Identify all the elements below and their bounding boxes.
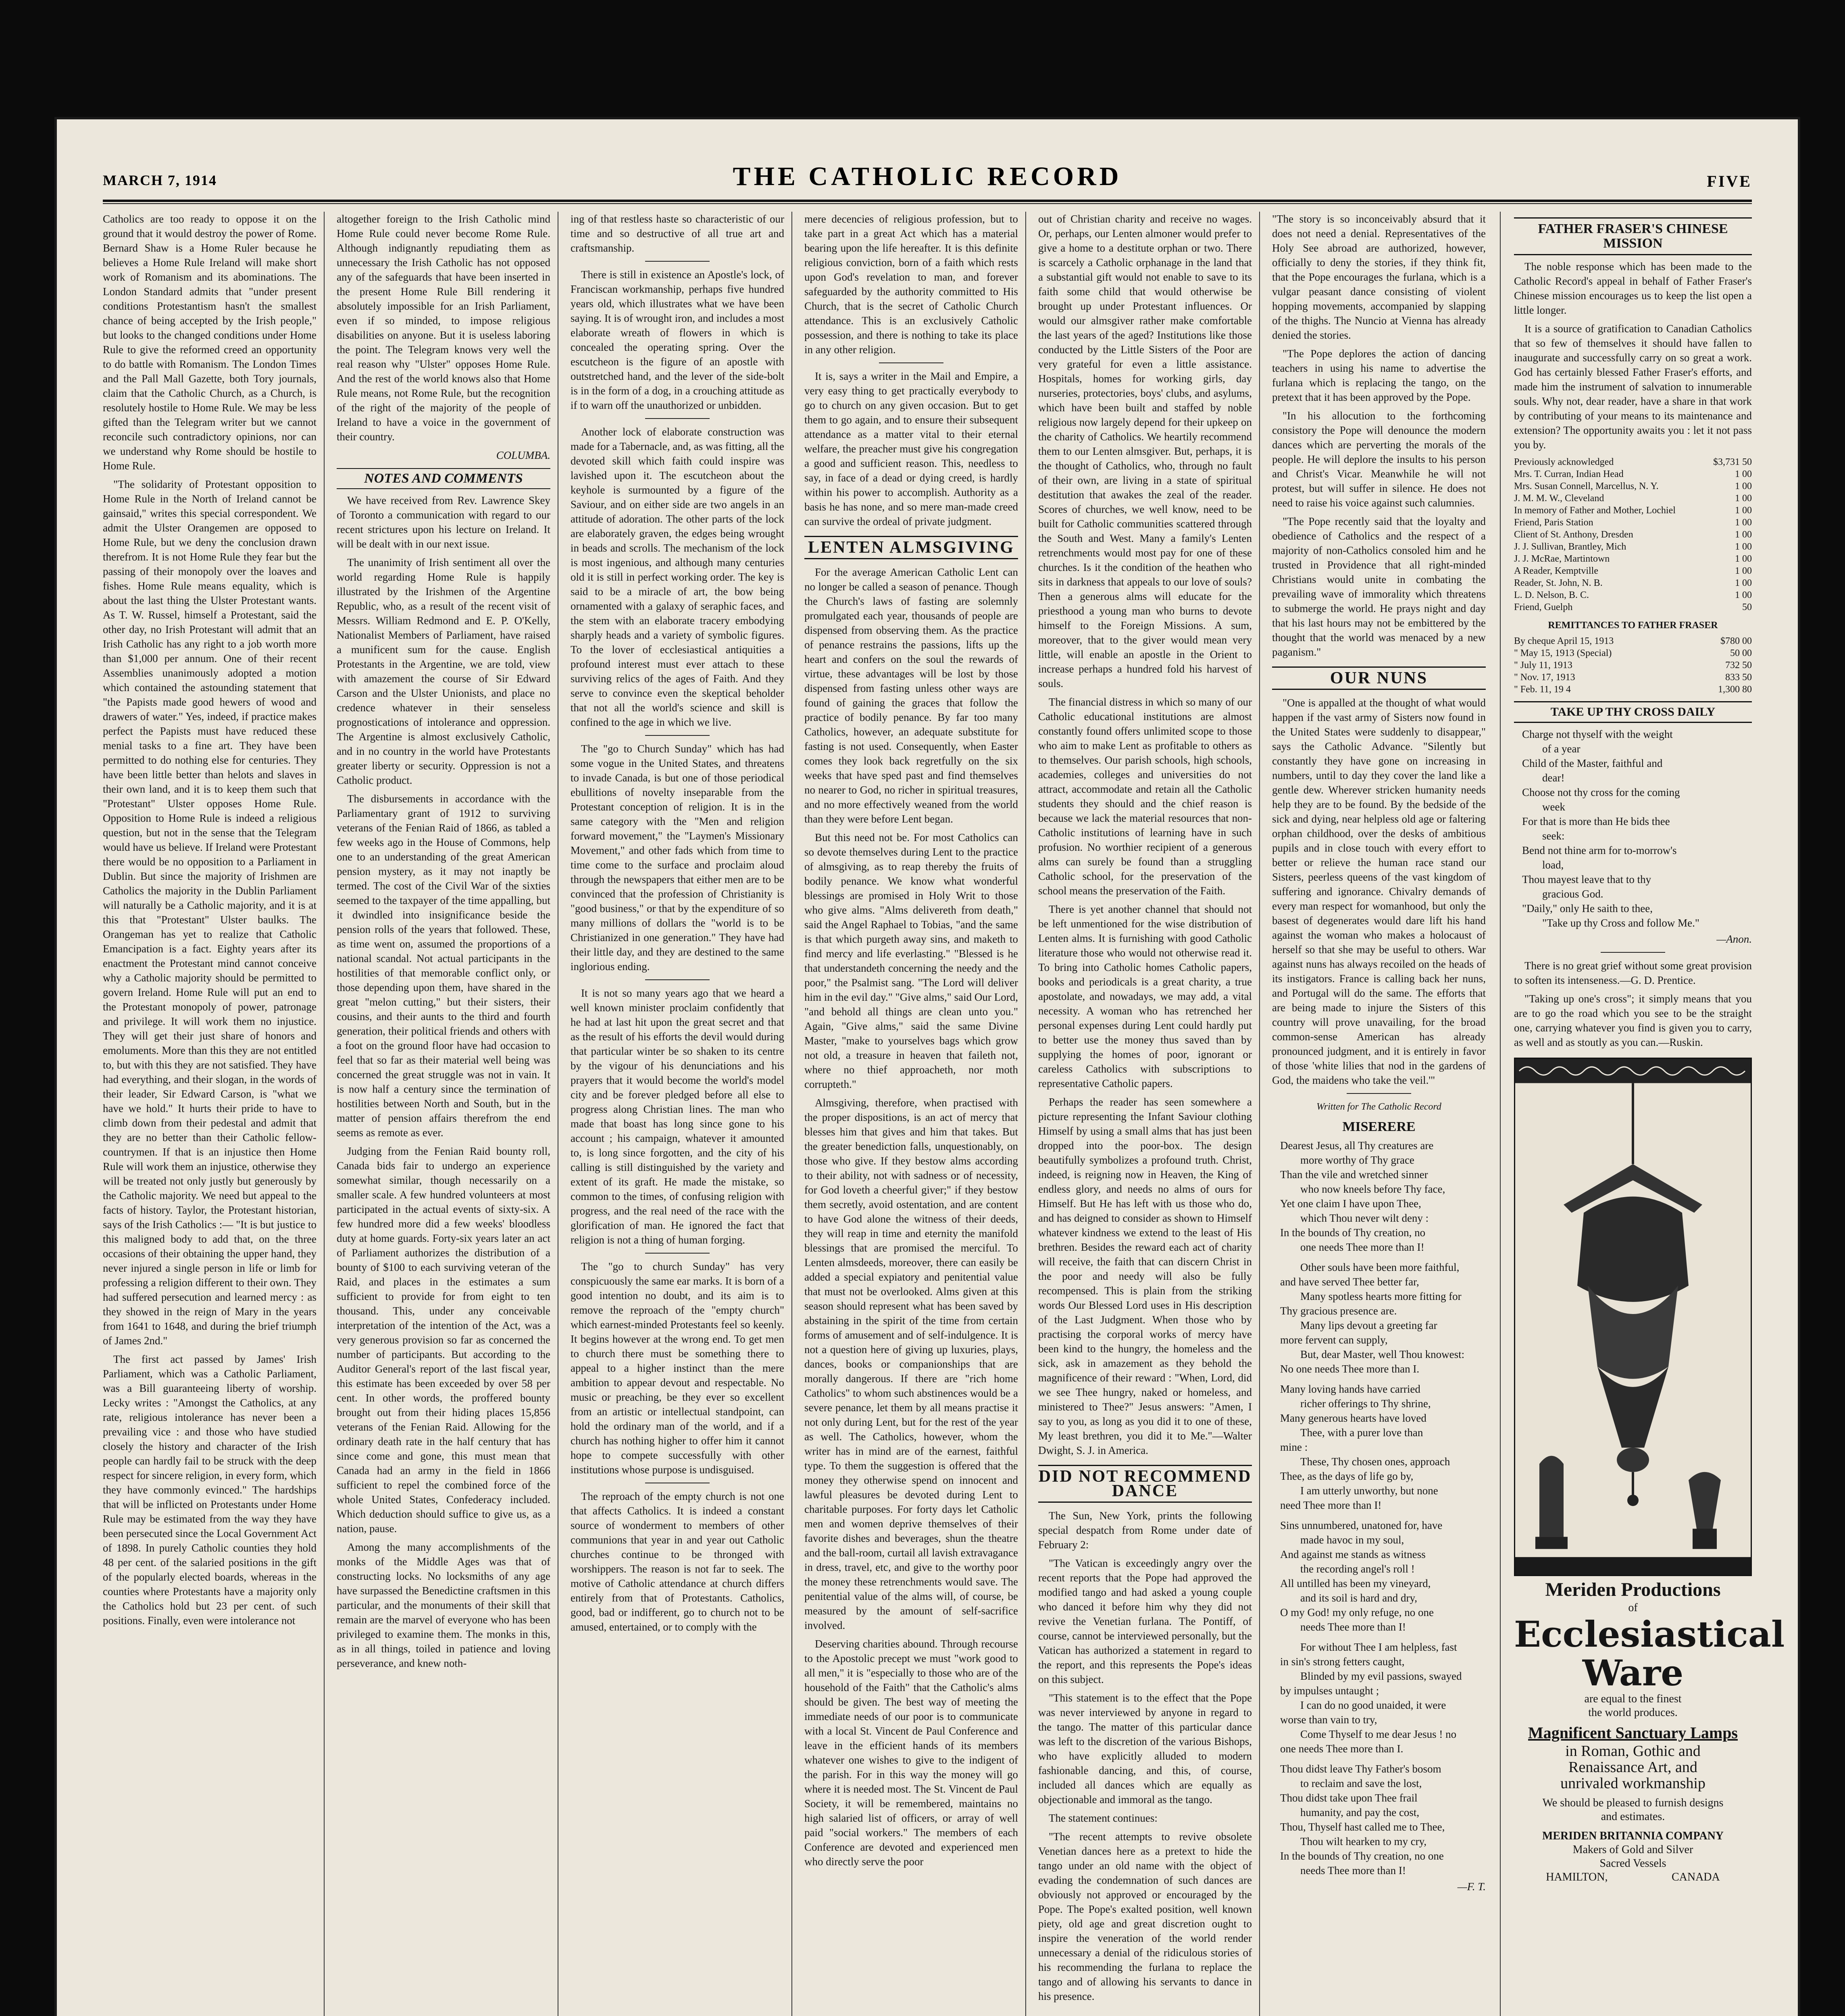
list-item: [1514, 504, 1752, 516]
poem-line: one needs Thee more than I.: [1280, 1743, 1404, 1755]
article-paragraph: "In his allocution to the forthcoming consistory the Pope will denounce the modern dances which are perverting the morals of the people. He will deplore the insults to his person and Christ's Vicar. Meanwhile he will not protest, but will suffer in silence. He does not need to raise his voice against such calumnies.: [1272, 410, 1486, 509]
section-heading: OUR NUNS: [1272, 666, 1486, 690]
ad-line: the world produces.: [1588, 1706, 1678, 1719]
list-item-name: Reader, St. John, N. B.: [1514, 578, 1603, 588]
poem-line: gracious God.: [1542, 888, 1603, 900]
poem-line: worse than vain to try,: [1280, 1714, 1377, 1726]
poem-line: [1272, 1254, 1486, 1260]
poem-line: needs Thee more than I!: [1300, 1864, 1406, 1876]
poem-signature: —F. T.: [1457, 1881, 1486, 1893]
poem-line: [1272, 1634, 1486, 1640]
list-item-amount: 1 00: [1735, 469, 1752, 479]
ad-line: Makers of Gold and Silver: [1572, 1843, 1693, 1856]
article-paragraph: But this need not be. For most Catholics can so devote themselves during Lent to the practice of almsgiving, as to reap thereby the fruits of bodily penance. We know what wonderful blessings are promised in Holy Writ to those who give alms. "Alms delivereth from death," said the Angel Raphael to Tobias, "and the same is that which purgeth away sins, and maketh to find mercy and life everlasting." "Blessed is he that understandeth concerning the needy and the poor," the Psalmist sang. "The Lord will deliver him in the evil day." "Give alms," said Our Lord, "and behold all things are clean unto you." Again, "Give alms," said the same Divine Master, "make to yourselves bags which grow not old, a treasure in heaven that faileth not, where no thief approacheth, nor moth corrupteth.": [804, 831, 1018, 1090]
list-item: [1514, 565, 1752, 577]
article-paragraph: The first act passed by James' Irish Parliament, which was a Catholic Parliament, was a Bill guaranteeing liberty of worship. Lecky writes : "Amongst the Catholics, at any rate, religious intolerance has never been a prevailing vice : and those who have studied closely the history and character of the Irish people can hardly fail to be struck with the deep respect for sincere religion, in every form, which they have commonly evinced." The hardships that will be inflicted on Protestants under Home Rule may be estimated from the way they have been persecuted since the Local Government Act of 1898. In purely Catholic counties they hold 48 per cent. of the salaried positions in the gift of the popularly elected boards, whereas in the counties where Protestants have a majority only the Catholics hold but 23 per cent. of such positions. Finally, even were intolerance not: [103, 1353, 317, 1627]
list-item-name: Mrs. T. Curran, Indian Head: [1514, 469, 1624, 479]
poem-line: and have served Thee better far,: [1280, 1276, 1419, 1288]
article-paragraph: Judging from the Fenian Raid bounty roll, Canada bids fair to undergo an experience somewhat similar, though necessarily on a smaller scale. A few hundred volunteers at most participated in the actual events of sixty-six. A few hundred more did a few weeks' bloodless duty at home guards. Forty-six years later an act of Parliament authorizes the distribution of a bounty of $100 to each surviving veteran of the Raid, and places in the estimates a sum sufficient to provide for from eight to ten thousand. This, under any conceivable interpretation of the intention of the Act, was a very generous provision so far as concerned the number of participants. But according to the Auditor General's report of the last fiscal year, this estimate has been exceeded by over 58 per cent. In other words, the proffered bounty brought out from their hiding places 15,856 veterans of the Fenian Raid. Allowing for the ordinary death rate in the half century that has since come and gone, this must mean that Canada had an army in the field in 1866 sufficient to repel the combined force of the whole United States, Confederacy included. Which deduction should suffice to give us, as a nation, pause.: [337, 1145, 550, 1535]
list-item-amount: 1 00: [1735, 541, 1752, 552]
list-item-name: J. M. M. W., Cleveland: [1514, 493, 1604, 504]
column-6: [1272, 212, 1486, 2016]
column-5: [1038, 212, 1252, 2016]
list-item-name: In memory of Father and Mother, Lochiel: [1514, 505, 1676, 516]
article-paragraph: mere decencies of religious profession, but to take part in a great Act which has a material bearing upon the life hereafter. It is this definite religious conviction, born of a faith which rests upon God's revelation to man, and forever safeguarded by the authority committed to His Church, that is the secret of Catholic Church attendance. This is an exclusively Catholic possession, and there is nothing to take its place in any other religion.: [804, 213, 1018, 356]
poem-line: in sin's strong fetters caught,: [1280, 1656, 1405, 1668]
column-1: [103, 212, 317, 2016]
poem-line: Child of the Master, faithful and: [1522, 757, 1663, 769]
article-paragraph: Deserving charities abound. Through recourse to the Apostolic precept we must "work good to all men," it is "especially to those who are of the household of the Faith" that the Catholic's alms should be given. The best way of meeting the immediate needs of our poor is to communicate with a local St. Vincent de Paul Conference and leave in the efficient hands of its members whatever one wishes to give to the indigent of the parish. For in this way the money will go where it is needed most. The St. Vincent de Paul Society, it will be remembered, maintains no high salaried list of officers, or array of well paid "social workers." The members of each Conference are devoted and experienced men who directly serve the poor: [804, 1638, 1018, 1868]
list-item-name: Client of St. Anthony, Dresden: [1514, 529, 1633, 540]
poem-line: "Take up thy Cross and follow Me.": [1542, 917, 1699, 929]
list-item: [1514, 480, 1752, 492]
section-heading: DID NOT RECOMMEND DANCE: [1038, 1465, 1252, 1503]
poem-line: Many generous hearts have loved: [1280, 1412, 1426, 1424]
poem-line: Than the vile and wretched sinner: [1280, 1168, 1428, 1181]
quote-paragraph: "Taking up one's cross"; it simply means that you are to go the road which you see to be the straight one, carrying whatever you find is given you to carry, as well and as stoutly as you can.—Ruskin.: [1514, 993, 1752, 1048]
poem-line: These, Thy chosen ones, approach: [1300, 1456, 1450, 1468]
list-item-name: By cheque April 15, 1913: [1514, 636, 1614, 646]
poem-line: [1272, 1376, 1486, 1382]
section-heading: FATHER FRASER'S CHINESE MISSION: [1514, 217, 1752, 255]
article-paragraph: Almsgiving, therefore, when practised with the proper dispositions, is an act of mercy that blesses him that gives and him that takes. But the greater benediction falls, unquestionably, on those who give. If they bestow alms according to their ability, not with sadness or of necessity, for God loveth a cheerful giver;" if they bestow them secretly, avoid ostentation, and are content to have God alone the witness of their deeds, they will reap in time and eternity the manifold blessings that are promised the merciful. To Lenten almsdeeds, moreover, there can easily be added a special expiatory and penitential value that must not be overlooked. Alms given at this season should represent what has been saved by abstaining in the spirit of the time from certain forms of amusement and of self-indulgence. It is not a question here of giving up luxuries, plays, dances, books or companionships that are morally dangerous. If there are "rich home Catholics" to whom such abstinences would be a severe penance, let them by all means practise it not only during Lent, but for the rest of the year as well. The Catholics, however, whom the writer has in mind are of the earnest, faithful type. To them the suggestion is offered that the money they otherwise spend on innocent and lawful pleasures be devoted during Lent to charitable purposes. For forty days let Catholic men and women deprive themselves of their favorite dishes and beverages, shun the theatre and the ball-room, curtail all lavish extravagance in dress, travel, etc, and give to the worthy poor the money these retrenchments would save. The penitential value of the alms will, of course, be measured by the amount of self-sacrifice involved.: [804, 1097, 1018, 1631]
ad-line: Magnificent Sanctuary Lamps: [1528, 1724, 1738, 1742]
article-paragraph: For the average American Catholic Lent can no longer be called a season of penance. Though the Church's laws of fasting are solemnly promulgated each year, thousands of people are dispensed from observing them. As the practice of penance restrains the passions, lifts up the heart and confers on the soul the rewards of virtue, these advantages will be lost by those dispensed from fasting unless other ways are found of gaining the graces that follow the practice of bodily penance. By far too many Catholics, however, an adequate substitute for fasting is not used. Consequently, when Easter comes they look back regretfully on the six weeks that have sped past and find themselves no nearer to God, no richer in spiritual treasures, and no more effectively weaned from the world than they were before Lent began.: [804, 566, 1018, 825]
poem-line: Many loving hands have carried: [1280, 1383, 1420, 1395]
article-paragraph: "The Vatican is exceedingly angry over the recent reports that the Pope had approved the modified tango and had asked a young couple who danced it before him why they did not revive the Venetian furlana. The Pontiff, of course, cannot be interviewed personally, but the Vatican has authorized a statement in regard to the report, and this represents the Pope's ideas on this subject.: [1038, 1557, 1252, 1685]
article-paragraph: Among the many accomplishments of the monks of the Middle Ages was that of constructing locks. No locksmiths of any age have surpassed the Benedictine craftsmen in this particular, and the monuments of their skill that remain are the marvel of everyone who has been privileged to examine them. The monks in this, as in all things, toiled in patience and loving perseverance, and knew noth-: [337, 1541, 550, 1669]
article-paragraph: The reproach of the empty church is not one that affects Catholics. It is indeed a constant source of wonderment to members of other communions that year in and year out Catholic churches continue to be thronged with worshippers. The reason is not far to seek. The motive of Catholic attendance at church differs entirely from that of Protestants. Catholics, good, bad or indifferent, go to church not to be amused, entertained, or to comply with the: [571, 1490, 784, 1633]
list-item-name: " May 15, 1913 (Special): [1514, 648, 1612, 658]
donor-list: [1514, 456, 1752, 613]
article-paragraph: "One is appalled at the thought of what would happen if the vast army of Sisters now found in the United States were suddenly to disappear," says the Catholic Advance. "Silently but constantly they have gone on increasing in numbers, until to day they cover the land like a gentle dew. Wherever stricken humanity needs help they are to be found. By the bedside of the sick and dying, near helpless old age or faltering orphan childhood, over the desks of ambitious pupils and in close touch with every effort to better or relieve the human race stand our Sisters, peerless queens of the vast kingdom of suffering and ignorance. Chivalry demands of every man respect for womanhood, but only the basest of degenerates would dare lift his hand against the woman who makes a holocaust of herself so that she may be useful to others. War against nuns has always recoiled on the heads of its instigators. France is calling back her nuns, and Portugal will do the same. The efforts that are being made to injure the Sisters of this country will prove unavailing, for the broad common-sense American has already pronounced judgment, and it is entirely in favor of those 'white lilies that nod in the gardens of God, the maidens who take the veil.'": [1272, 697, 1486, 1086]
remittance-list: [1514, 635, 1752, 696]
column-divider: [324, 212, 325, 2016]
column-2: [337, 212, 550, 2016]
article-paragraph: The Sun, New York, prints the following special despatch from Rome under date of February 2:: [1038, 1510, 1252, 1551]
page-header: [103, 161, 1752, 198]
column-divider: [1259, 212, 1260, 2016]
poem-take-up-cross: [1514, 727, 1752, 930]
poem-line: Blinded by my evil passions, swayed: [1300, 1670, 1462, 1682]
ad-line: unrivaled workmanship: [1560, 1775, 1705, 1792]
poem-line: Thou didst take upon Thee frail: [1280, 1792, 1418, 1804]
poem-line: All untilled has been my vineyard,: [1280, 1577, 1431, 1589]
list-item-amount: 1,300 80: [1718, 684, 1752, 695]
column-divider: [1025, 212, 1026, 2016]
article-paragraph: It is a source of gratification to Canadian Catholics that so few of themselves it should have fallen to inaugurate and successfully carry on so great a work. God has certainly blessed Father Fraser's efforts, and made him the instrument of salvation to innumerable souls. Why not, dear reader, have a share in that work by contributing of your means to its maintenance and extension? The opportunity awaits you : let it not pass you by.: [1514, 323, 1752, 451]
poem-line: For that is more than He bids thee: [1522, 815, 1670, 827]
list-item-amount: 1 00: [1735, 505, 1752, 516]
list-item-amount: 1 00: [1735, 578, 1752, 588]
separator: [1347, 1093, 1411, 1094]
poem-line: who now kneels before Thy face,: [1300, 1183, 1445, 1195]
poem-line: mine :: [1280, 1441, 1308, 1453]
article-paragraph: It is, says a writer in the Mail and Empire, a very easy thing to get practically everybody to go to church on any given occasion. But to get them to go again, and to ensure their subsequent attendance as a matter vital to their eternal welfare, the preacher must give his congregation a good and sufficient reason. This, needless to say, in face of a dead or dying creed, is hardly within his power to accomplish. Authority as a basis he has none, and so mere man-made creed can survive the ordeal of private judgment.: [804, 370, 1018, 527]
separator: [645, 979, 710, 980]
poem-line: O my God! my only refuge, no one: [1280, 1606, 1434, 1618]
poem-line: I am utterly unworthy, but none: [1300, 1485, 1438, 1497]
list-item-amount: 1 00: [1735, 493, 1752, 504]
article-paragraph: The "go to Church Sunday" which has had some vogue in the United States, and threatens to invade Canada, is but one of those periodical ebullitions of novelty inseparable from the Protestant conception of religion. It is in the same category with the "Men and religion forward movement," the "Laymen's Missionary Movement," and other fads which from time to time come to the surface and proclaim aloud through the newspapers that either men are to be convinced that the profession of Christianity is "good business," or that by the expenditure of so many millions of dollars the "world is to be Christianized in one generation." They have had their little day, and they are destined to the same inglorious ending.: [571, 743, 784, 973]
poem-line: Thee, with a purer love than: [1300, 1427, 1423, 1439]
ad-address: [1514, 1870, 1752, 1884]
poem-line: more fervent can supply,: [1280, 1334, 1388, 1346]
list-item: [1514, 647, 1752, 659]
meriden-advertisement: [1514, 1579, 1785, 1884]
poem-line: In the bounds of Thy creation, no one: [1280, 1850, 1444, 1862]
list-item: [1514, 635, 1752, 647]
article-paragraph: Another lock of elaborate construction was made for a Tabernacle, and, as was fitting, all the devoted skill which faith could inspire was lavished upon it. The escutcheon about the keyhole is surmounted by a figure of the Saviour, and on either side are two angels in an attitude of adoration. The other parts of the lock are elaborately graven, the edges being wrought in beads and scrolls. The mechanism of the lock is most ingenious, and although many centuries old it is still in perfect working order. The key is said to be a miracle of art, the bow being ornamented with a galaxy of seraphic faces, and the stem with an elaborate tracery embodying sharply heads and a variety of symbolic figures. To the lover of ecclesiastical antiquities a profound interest must ever attach to these surviving relics of the ages of Faith. And they serve to convince even the skeptical beholder that not all the world's science and skill is confined to the age in which we live.: [571, 426, 784, 728]
article-paragraph: The unanimity of Irish sentiment all over the world regarding Home Rule is happily illustrated by the Irishmen of the Argentine Republic, who, as a result of the recent visit of Messrs. William Redmond and E. P. O'Kelly, Nationalist Members of Parliament, have raised a munificent sum for the cause. English Protestants in the Argentine, we are told, view with amazement the course of Sir Edward Carson and the Ulster Unionists, and place no credence whatever in their senseless prognostications of intolerance and oppression. The Argentine is almost exclusively Catholic, and in no country in the world have Protestants greater liberty or security. Oppression is not a Catholic product.: [337, 556, 550, 786]
list-item-amount: $3,731 50: [1713, 457, 1752, 467]
issue-date: MARCH 7, 1914: [103, 172, 217, 188]
poem-line: I can do no good unaided, it were: [1300, 1699, 1446, 1711]
list-item-name: J. J. McRae, Martintown: [1514, 554, 1610, 564]
article-paragraph: altogether foreign to the Irish Catholic mind Home Rule could never become Rome Rule. Although indignantly repudiating them as unnecessary the Irish Catholic has not opposed any of the safeguards that have been inserted in the present Home Rule Bill rendering it absolutely impossible for an Irish Parliament, even if so minded, to impose religious disabilities on anyone. But it is useless laboring the point. The Telegram knows very well the real reason why "Ulster" opposes Home Rule. And the rest of the world knows also that Home Rule means, not Rome Rule, but the recognition of the right of the majority of the people of Ireland to have a voice in the government of their country.: [337, 213, 550, 443]
sanctuary-lamp-illustration: [1514, 1058, 1752, 1576]
poem-line: Come Thyself to me dear Jesus ! no: [1300, 1728, 1457, 1740]
list-item-amount: 1 00: [1735, 481, 1752, 492]
column-divider: [1500, 212, 1501, 2016]
poem-line: load,: [1542, 859, 1564, 871]
article-paragraph: The statement continues:: [1049, 1812, 1158, 1824]
list-item: [1514, 492, 1752, 504]
quote-paragraph: There is no great grief without some great provision to soften its intenseness.—G. D. Prentice.: [1514, 960, 1752, 986]
list-item: [1514, 516, 1752, 529]
poem-line: But, dear Master, well Thou knowest:: [1300, 1348, 1465, 1360]
list-item: [1514, 601, 1752, 613]
article-paragraph: The financial distress in which so many of our Catholic educational institutions are almost constantly found offers unlimited scope to those who aim to make Lent as profitable to others as to themselves. Our parish schools, high schools, academies, colleges and universities do not attract, accommodate and retain all the Catholic students they should and the chief reason is because we lack the material resources that non-Catholic institutions of learning have in such profusion. No worthier recipient of a generous alms can surely be found than a struggling Catholic school, for the preservation of the school means the preservation of the Faith.: [1038, 696, 1252, 897]
poem-line: Thy gracious presence are.: [1280, 1305, 1397, 1317]
poem-line: Many lips devout a greeting far: [1300, 1319, 1437, 1331]
column-4: [804, 212, 1018, 2016]
column-3: [571, 212, 784, 2016]
article-paragraph: It is not so many years ago that we heard a well known minister proclaim confidently that he had at last hit upon the great secret and that as the result of his efforts the devil would during that particular winter be so shaken to its centre by the vigour of his denunciations and his prayers that it would become the world's model city and be forever pledged before all else to progress along Christian lines. The man who made that boast has long since gone to his account ; his campaign, whatever it amounted to, is long since forgotten, and the city of his calling is still distinguished by the variety and extent of its graft. He made the mistake, so common to the times, of confusing religion with progress, and the real need of the race with the glorification of man. He ignored the fact that religion is not a thing of human forging.: [571, 987, 784, 1246]
list-item: [1514, 468, 1752, 480]
poem-line: Thou mayest leave that to thy: [1522, 873, 1651, 885]
article-paragraph: The "go to church Sunday" has very conspicuously the same ear marks. It is born of a good intention no doubt, and its aim is to remove the reproach of the "empty church" which earnest-minded Protestants feel so keenly. It begins however at the wrong end. To get men to church there must be something there to appeal to a higher instinct than the mere ambition to appear devout and respectable. No music or preaching, be they ever so excellent from an artistic or intellectual standpoint, can hold the ordinary man of the world, and if a church has nothing higher to offer him it cannot hope to compete successfully with other institutions whose purpose is undisguised.: [571, 1260, 784, 1476]
list-item-amount: 50 00: [1730, 648, 1752, 658]
poem-line: Thou, Thyself hast called me to Thee,: [1280, 1821, 1445, 1833]
poem-line: [1272, 1512, 1486, 1518]
remittance-heading: REMITTANCES TO FATHER FRASER: [1548, 620, 1718, 631]
article-paragraph: "The story is so inconceivably absurd that it does not need a denial. Representatives of the Holy See abroad are authorized, however, officially to deny the stories, if they think fit, that the Pope encourages the furlana, which is a vulgar peasant dance consisting of violent hopping movements, accompanied by slapping of the thighs. The Nuncio at Vienna has already denied the stories.: [1272, 213, 1486, 341]
poem-line: Choose not thy cross for the coming: [1522, 786, 1680, 798]
section-heading: TAKE UP THY CROSS DAILY: [1514, 701, 1752, 723]
ad-line: and estimates.: [1601, 1810, 1665, 1823]
article-paragraph: "The solidarity of Protestant opposition to Home Rule in the North of Ireland cannot be gainsaid," writes this special correspondent. We admit the Ulster Orangemen are opposed to Home Rule, but we deny the conclusion drawn therefrom. It is not Home Rule they fear but the passing of their monopoly over the loaves and fishes. Home Rule means equality, which is about the last thing the Ulster Protestant wants. As T. W. Russel, himself a Protestant, said the other day, no Irish Protestant will admit that an Irish Catholic has any right to a job worth more than $1,000 per annum. One of their recent Assemblies unanimously adopted a motion which contained the astounding statement that "the Papists made good hewers of wood and drawers of water." Yes, indeed, if practice makes perfect the Papists must have reduced these menial tasks to a fine art. They have been permitted to do nothing else for centuries. They have been little better than helots and slaves in their own land, and it is to keep them such that "Protestant" Ulster opposes Home Rule. Opposition to Home Rule is indeed a religious question, but not in the sense that the Telegram would have us believe. If Ireland were Protestant there would be no opposition to a Parliament in Dublin. But since the majority of Irishmen are Catholics the majority in the Dublin Parliament will naturally be a Catholic majority, and it is at this that "Protestant" Ulster baulks. The Orangeman has yet to realize that Catholic Emancipation is a fact. Eighty years after its enactment the Protestant mind cannot conceive why a Catholic majority should be permitted to govern Ireland. Home Rule will put an end to the Protestant monopoly of power, patronage and privilege. It will work them no injustice. They will get their just share of honors and emoluments. More than this they are not entitled to, but with this they are not satisfied. They have had everything, and their slogan, in the words of their leader, Sir Edward Carson, is "what we have we hold." It hurts their pride to have to climb down from their pedestal and admit that they are no better than their Catholic fellow-countrymen. If that is an injustice then Home Rule will work them an injustice, otherwise they will be treated not only justly but generously by the Catholic majority. We need but appeal to the facts of history. Taylor, the Protestant historian, says of the Irish Catholics :— "It is but justice to this maligned body to add that, on the three occasions of their obtaining the upper hand, they never injured a single person in life or limb for professing a religion different to their own. They had suffered persecution and learned mercy : as they showed in the reign of Mary in the years from 1641 to 1648, and during the brief triumph of James 2nd.": [103, 478, 317, 1347]
poem-line: Sins unnumbered, unatoned for, have: [1280, 1519, 1443, 1531]
poem-line: For without Thee I am helpless, fast: [1300, 1641, 1457, 1653]
list-item-name: A Reader, Kemptville: [1514, 566, 1598, 576]
separator: [879, 362, 943, 363]
separator: [645, 735, 710, 736]
article-paragraph: We have received from Rev. Lawrence Skey of Toronto a communication with regard to our recent strictures upon his lecture on Ireland. It will be dealt with in our next issue.: [337, 494, 550, 550]
article-paragraph: "This statement is to the effect that the Pope was never interviewed by anyone in regard to the tango. The matter of this particular dance was left to the discretion of the various Bishops, who have explicitly alluded to modern fashionable dancing, and this, of course, included all dances which are equally as objectionable and immoral as the tango.: [1038, 1692, 1252, 1806]
article-paragraph: "The Pope deplores the action of dancing teachers in using his name to advertise the furlana which is replacing the tango, on the pretext that it has been approved by the Pope.: [1272, 348, 1486, 403]
poem-title: MISERERE: [1342, 1119, 1416, 1134]
article-paragraph: The disbursements in accordance with the Parliamentary grant of 1912 to surviving veterans of the Fenian Raid of 1866, as tabled a few weeks ago in the House of Commons, help one to an understanding of the great American pension mystery, as it may not inaptly be termed. The cost of the Civil War of the sixties seemed to the taxpayer of the time appalling, but it dwindled into insignificance beside the pension rolls of the years that followed. These, as time went on, assumed the proportions of a national scandal. Not actual participants in the hostilities of that memorable conflict only, or those depending upon them, have shared in the great "melon cutting," but their sisters, their cousins, and their aunts to the third and fourth generation, their political friends and others with a foot on the ground floor have had occasion to feel that so far as their material well being was concerned the great struggle was not in vain. It is now half a century since the termination of hostilities between North and South, but in the matter of pension affairs therefrom the end seems as remote as ever.: [337, 793, 550, 1139]
list-item: [1514, 659, 1752, 671]
list-item-name: J. J. Sullivan, Brantley, Mich: [1514, 541, 1626, 552]
section-heading: NOTES AND COMMENTS: [337, 468, 550, 489]
list-item-amount: 50: [1742, 602, 1752, 612]
list-item: [1514, 541, 1752, 553]
page-number: FIVE: [1707, 172, 1752, 190]
poem-line: one needs Thee more than I!: [1300, 1241, 1424, 1253]
poem-signature: —Anon.: [1716, 933, 1752, 945]
list-item-amount: 833 50: [1725, 672, 1752, 683]
poem-line: which Thou never wilt deny :: [1300, 1212, 1429, 1224]
poem-line: Dearest Jesus, all Thy creatures are: [1280, 1139, 1434, 1152]
list-item-name: Mrs. Susan Connell, Marcellus, N. Y.: [1514, 481, 1659, 492]
ad-line: Ecclesiastical: [1514, 1613, 1785, 1655]
poem-line: need Thee more than I!: [1280, 1499, 1382, 1511]
poem-credit: Written for The Catholic Record: [1316, 1102, 1441, 1112]
poem-line: Other souls have been more faithful,: [1300, 1261, 1460, 1273]
ad-line: Meriden Productions: [1545, 1579, 1721, 1600]
poem-line: Many spotless hearts more fitting for: [1300, 1290, 1462, 1302]
header-rule-thin: [103, 203, 1752, 204]
poem-line: to reclaim and save the lost,: [1300, 1777, 1422, 1789]
poem-line: humanity, and pay the cost,: [1300, 1806, 1420, 1818]
poem-line: "Daily," only He saith to thee,: [1522, 902, 1653, 914]
poem-line: Thou didst leave Thy Father's bosom: [1280, 1763, 1441, 1775]
article-paragraph: The noble response which has been made to the Catholic Record's appeal in behalf of Father Fraser's Chinese mission encourages us to keep the list open a little longer.: [1514, 260, 1752, 316]
poem-line: and its soil is hard and dry,: [1300, 1592, 1417, 1604]
poem-line: of a year: [1542, 743, 1581, 755]
column-7: [1514, 212, 1785, 2016]
list-item: [1514, 529, 1752, 541]
poem-line: And against me stands as witness: [1280, 1548, 1426, 1560]
poem-line: by impulses untaught ;: [1280, 1685, 1379, 1697]
article-paragraph: ing of that restless haste so characteristic of our time and so destructive of all true art and craftsmanship.: [571, 213, 784, 254]
ad-line: Ware: [1582, 1652, 1684, 1694]
list-item-name: Friend, Guelph: [1514, 602, 1573, 612]
list-item-amount: 1 00: [1735, 590, 1752, 600]
separator: [645, 261, 710, 262]
poem-miserere: [1272, 1138, 1486, 1878]
article-paragraph: Catholics are too ready to oppose it on the ground that it would destroy the power of Rome. Bernard Shaw is a Home Ruler because he believes a Home Rule Ireland will make short work of Romanism and its abominations. The London Standard admits that "under present conditions Protestantism hasn't the smallest chance of being accepted by the Irish people," but looks to the changed conditions under Home Rule to give the reformed creed an opportunity to do battle with Romanism. The London Times and the Pall Mall Gazette, both Tory journals, claim that the Catholic Church, as a Church, is resolutely hostile to Home Rule. We may be less gifted than the Telegram writer but we cannot reconcile such contradictory opinions, nor can we understand why Rome should be hostile to Home Rule.: [103, 213, 317, 472]
list-item-amount: $780 00: [1720, 636, 1752, 646]
ad-line: in Roman, Gothic and: [1565, 1743, 1701, 1760]
sanctuary-lamp-icon: [1515, 1059, 1751, 1575]
section-heading: LENTEN ALMSGIVING: [804, 536, 1018, 559]
article-paragraph: "The Pope recently said that the loyalty and obedience of Catholics and the respect of a majority of non-Catholics consoled him and he trusted in Providence that all right-minded Christians would unite in combating the prevailing wave of immorality which threatens to submerge the world. He prays night and day that his last hours may not be embittered by the thought that the world was menaced by a new paganism.": [1272, 515, 1486, 658]
article-paragraph: "The recent attempts to revive obsolete Venetian dances here as a pretext to hide the tango under an old name with the object of evading the condemnation of such dances are obviously not approved or encouraged by the Pope. The Pope's exalted position, well known piety, old age and great discretion ought to inspire the veneration of the world render unnecessary a denial of the ridiculous stories of his recommending the furlana to replace the tango and of allowing his servants to dance in his presence.: [1038, 1831, 1252, 2002]
poem-line: made havoc in my soul,: [1300, 1534, 1404, 1546]
list-item-name: L. D. Nelson, B. C.: [1514, 590, 1589, 600]
separator: [645, 1253, 710, 1254]
column-divider: [791, 212, 792, 2016]
poem-line: In the bounds of Thy creation, no: [1280, 1227, 1426, 1239]
poem-line: seek:: [1542, 830, 1565, 842]
poem-line: dear!: [1542, 772, 1565, 784]
article-paragraph: Perhaps the reader has seen somewhere a picture representing the Infant Saviour clothing Himself by using a small alms that has just been dropped into the poor-box. The design beautifully symbolizes a profound truth. Christ, indeed, is reigning now in Heaven, the King of endless glory, and needs no alms of ours for Himself. But He has left with us those who do, and has deigned to consider as shown to Himself whatever kindness we extend to the least of His brethren. Besides the reward each act of charity will receive, the faith that can discern Christ in the poor and needy will also be fully recompensed. This is plain from the striking words Our Blessed Lord uses in His description of the Last Judgment. When those who by practising the corporal works of mercy have been kind to the hungry, the homeless and the sick, ask in amazement as they behold the magnificence of their reward : "When, Lord, did we see Thee hungry, naked or homeless, and ministered to Thee?" Jesus answers: "Amen, I say to you, as long as you did it to one of these, My least brethren, you did it to Me."—Walter Dwight, S. J. in America.: [1038, 1096, 1252, 1456]
article-paragraph: There is still in existence an Apostle's lock, of Franciscan workmanship, perhaps five hundred years old, which illustrates what we have been saying. It is of wrought iron, and includes a most elaborate wreath of flowers in which is concealed the operating spring. Over the escutcheon is the figure of an apostle with outstretched hand, and the lever of the side-bolt is in the form of a dog, in a crouching attitude as if to warn off the unauthorized or unbidden.: [571, 269, 784, 411]
list-item: [1514, 553, 1752, 565]
list-item-amount: 1 00: [1735, 554, 1752, 564]
author-signature: COLUMBA.: [496, 449, 550, 461]
poem-line: week: [1542, 801, 1565, 813]
list-item-name: " July 11, 1913: [1514, 660, 1572, 671]
list-item: [1514, 671, 1752, 683]
poem-line: [1272, 1756, 1486, 1762]
poem-line: Charge not thyself with the weight: [1522, 728, 1673, 740]
poem-line: Thee, as the days of life go by,: [1280, 1470, 1414, 1482]
list-item-amount: 1 00: [1735, 517, 1752, 528]
separator: [645, 418, 710, 419]
newspaper-page: [54, 117, 1800, 2016]
list-item: [1514, 577, 1752, 589]
ad-line: We should be pleased to furnish designs: [1542, 1797, 1724, 1809]
ad-city: HAMILTON,: [1546, 1871, 1608, 1883]
list-item-amount: 732 50: [1725, 660, 1752, 671]
poem-line: Thou wilt hearken to my cry,: [1300, 1835, 1427, 1847]
list-item-amount: 1 00: [1735, 566, 1752, 576]
list-item: [1514, 589, 1752, 601]
poem-line: No one needs Thee more than I.: [1280, 1363, 1420, 1375]
article-paragraph: There is yet another channel that should not be left unmentioned for the wise distribution of Lenten alms. It is furnishing with good Catholic literature those who would not otherwise read it. To bring into Catholic homes Catholic papers, books and periodicals is a great charity, a true apostolate, and nowadays, we may add, a vital necessity. A woman who has retrenched her personal expenses during Lent could hardly put to better use the money thus saved than by supplying the homes of poor, ignorant or careless Catholics with subscriptions to representative Catholic papers.: [1038, 903, 1252, 1089]
ad-country: CANADA: [1671, 1871, 1720, 1883]
article-paragraph: out of Christian charity and receive no wages. Or, perhaps, our Lenten almoner would prefer to give a home to a destitute orphan or two. There is scarcely a Catholic orphanage in the land that a substantial gift would not enable to save to its faith some child that would otherwise be brought up under Protestant influences. Or would our almsgiver rather make comfortable the last years of the aged? Institutions like those conducted by the Little Sisters of the Poor are very grateful for even a little assistance. Hospitals, homes for working girls, day nurseries, protectories, boys' clubs, and asylums, which have been built and staffed by noble religious now largely depend for their upkeep on the charity of Catholics. We heartily recommend them to our Lenten almsgiver. But, perhaps, it is the thought of Catholics, who, through no fault of their own, are living in a state of spiritual destitution that awakes the zeal of the reader. Scores of churches, we well know, need to be built for Catholic communities scattered through the South and West. Many a family's Lenten retrenchments would most pay for one of these churches. Is it the condition of the heathen who sits in darkness that appeals to our love of souls? Then a generous alms will educate for the priesthood a young man who burns to devote himself to the Foreign Missions. A sum, moreover, that to the giver would mean very little, will enable an apostle in the Orient to increase perhaps a hundred fold his harvest of souls.: [1038, 213, 1252, 689]
list-item: [1514, 456, 1752, 468]
poem-line: Yet one claim I have upon Thee,: [1280, 1198, 1421, 1210]
ad-line: Sacred Vessels: [1599, 1857, 1666, 1870]
list-item: [1514, 683, 1752, 696]
list-item-name: " Nov. 17, 1913: [1514, 672, 1575, 683]
ad-line: of: [1628, 1602, 1638, 1614]
poem-line: needs Thee more than I!: [1300, 1621, 1406, 1633]
separator: [1601, 952, 1665, 953]
list-item-name: Previously acknowledged: [1514, 457, 1614, 467]
list-item-name: Friend, Paris Station: [1514, 517, 1593, 528]
poem-line: the recording angel's roll !: [1300, 1563, 1415, 1575]
ad-company: MERIDEN BRITANNIA COMPANY: [1542, 1830, 1724, 1842]
ad-line: are equal to the finest: [1584, 1693, 1682, 1705]
list-item-name: " Feb. 11, 19 4: [1514, 684, 1571, 695]
poem-line: Bend not thine arm for to-morrow's: [1522, 844, 1677, 856]
header-rule: [103, 200, 1752, 202]
ad-line: Renaissance Art, and: [1568, 1759, 1697, 1776]
list-item-amount: 1 00: [1735, 529, 1752, 540]
poem-line: more worthy of Thy grace: [1300, 1154, 1414, 1166]
masthead-title: THE CATHOLIC RECORD: [733, 162, 1122, 191]
poem-line: richer offerings to Thy shrine,: [1300, 1397, 1431, 1410]
